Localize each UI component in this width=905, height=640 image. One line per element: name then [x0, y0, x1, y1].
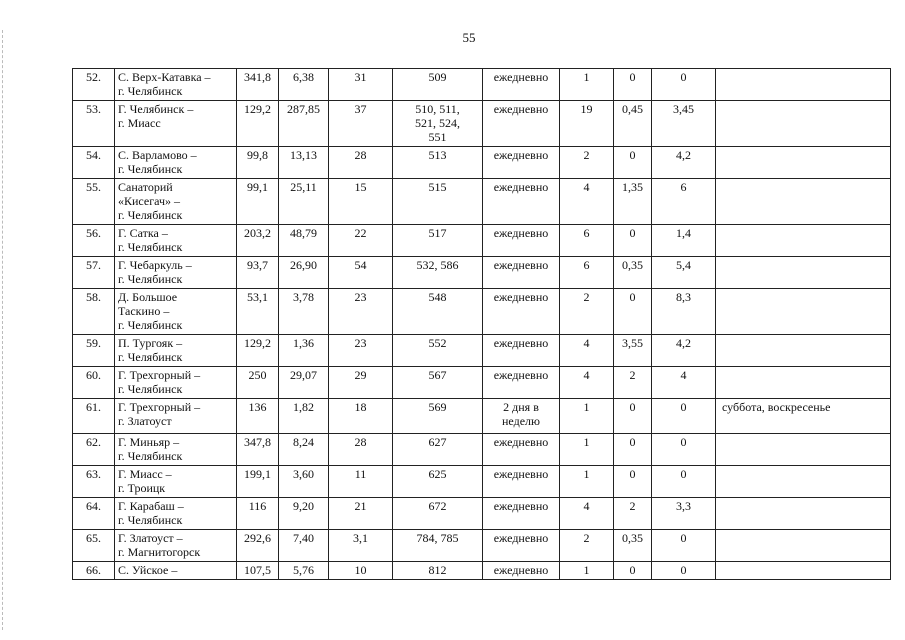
cell-number: 52. — [73, 69, 115, 101]
table-row — [73, 498, 891, 530]
cell-route-number-line: 552 — [428, 336, 447, 350]
cell-length: 99,1 — [237, 179, 279, 225]
cell-col4: 28 — [329, 434, 393, 466]
cell-note — [716, 69, 891, 101]
cell-col9: 4,2 — [652, 335, 716, 367]
cell-col3: 29,07 — [279, 367, 329, 399]
cell-length: 292,6 — [237, 530, 279, 562]
cell-route-number — [393, 289, 483, 335]
cell-col4: 37 — [329, 101, 393, 147]
cell-length: 129,2 — [237, 101, 279, 147]
cell-schedule-line: ежедневно — [493, 70, 549, 84]
cell-route-line: С. Варламово – — [118, 148, 197, 162]
cell-length: 93,7 — [237, 257, 279, 289]
cell-route-line: С. Верх-Катавка – — [118, 70, 211, 84]
cell-col4: 22 — [329, 225, 393, 257]
cell-schedule — [483, 147, 560, 179]
cell-col9: 0 — [652, 562, 716, 580]
cell-col7: 1 — [560, 434, 614, 466]
cell-col8: 0 — [614, 399, 652, 434]
cell-col8: 0 — [614, 562, 652, 580]
cell-col8: 0 — [614, 225, 652, 257]
table-row — [73, 101, 891, 147]
cell-col7: 1 — [560, 562, 614, 580]
cell-route-number — [393, 179, 483, 225]
cell-col3: 3,60 — [279, 466, 329, 498]
cell-col9: 0 — [652, 434, 716, 466]
cell-number: 60. — [73, 367, 115, 399]
cell-col4: 21 — [329, 498, 393, 530]
cell-route — [115, 69, 237, 101]
cell-schedule — [483, 101, 560, 147]
cell-note — [716, 257, 891, 289]
cell-number: 64. — [73, 498, 115, 530]
cell-note — [716, 289, 891, 335]
cell-route-line: Г. Златоуст – — [118, 531, 183, 545]
cell-schedule-line: ежедневно — [493, 226, 549, 240]
cell-schedule-line: ежедневно — [493, 531, 549, 545]
page-margin-marks — [2, 30, 6, 630]
cell-col7: 1 — [560, 399, 614, 434]
cell-col9: 3,3 — [652, 498, 716, 530]
cell-route-line: Санаторий — [118, 180, 173, 194]
cell-route-line: Г. Сатка – — [118, 226, 168, 240]
cell-route-line: г. Челябинск — [118, 162, 183, 176]
cell-route-number-line: 517 — [428, 226, 447, 240]
cell-note — [716, 434, 891, 466]
cell-route — [115, 225, 237, 257]
cell-schedule — [483, 225, 560, 257]
cell-note — [716, 530, 891, 562]
cell-schedule-line: ежедневно — [493, 258, 549, 272]
cell-length: 347,8 — [237, 434, 279, 466]
cell-col9: 0 — [652, 466, 716, 498]
cell-note — [716, 147, 891, 179]
cell-col3: 3,78 — [279, 289, 329, 335]
cell-col8: 0,35 — [614, 530, 652, 562]
cell-schedule — [483, 179, 560, 225]
cell-col7: 2 — [560, 530, 614, 562]
cell-number: 57. — [73, 257, 115, 289]
cell-route — [115, 101, 237, 147]
table-row — [73, 367, 891, 399]
cell-schedule-line: ежедневно — [493, 102, 549, 116]
cell-col8: 1,35 — [614, 179, 652, 225]
table-row — [73, 466, 891, 498]
cell-number: 55. — [73, 179, 115, 225]
cell-schedule — [483, 289, 560, 335]
cell-schedule-line: ежедневно — [493, 467, 549, 481]
cell-route-number-line: 784, 785 — [416, 531, 459, 545]
cell-col3: 1,82 — [279, 399, 329, 434]
cell-col3: 8,24 — [279, 434, 329, 466]
cell-route-line: Таскино – — [118, 304, 170, 318]
cell-route-number-line: 812 — [428, 563, 447, 577]
cell-col9: 4 — [652, 367, 716, 399]
cell-route — [115, 466, 237, 498]
cell-col8: 0 — [614, 69, 652, 101]
cell-number: 56. — [73, 225, 115, 257]
cell-col3: 287,85 — [279, 101, 329, 147]
cell-col3: 6,38 — [279, 69, 329, 101]
cell-route-line: г. Челябинск — [118, 318, 183, 332]
cell-length: 136 — [237, 399, 279, 434]
cell-col9: 5,4 — [652, 257, 716, 289]
cell-col7: 19 — [560, 101, 614, 147]
cell-col7: 2 — [560, 147, 614, 179]
cell-route — [115, 289, 237, 335]
cell-note — [716, 466, 891, 498]
cell-route-number — [393, 69, 483, 101]
cell-col9: 8,3 — [652, 289, 716, 335]
cell-col3: 9,20 — [279, 498, 329, 530]
table-row — [73, 225, 891, 257]
cell-length: 99,8 — [237, 147, 279, 179]
cell-note — [716, 367, 891, 399]
cell-route-line: г. Челябинск — [118, 208, 183, 222]
cell-route — [115, 562, 237, 580]
cell-route-number — [393, 434, 483, 466]
cell-schedule-line: 2 дня в — [503, 400, 539, 414]
cell-col3: 48,79 — [279, 225, 329, 257]
cell-col9: 6 — [652, 179, 716, 225]
cell-schedule-line: ежедневно — [493, 563, 549, 577]
table-row — [73, 289, 891, 335]
cell-col8: 2 — [614, 498, 652, 530]
cell-length: 116 — [237, 498, 279, 530]
cell-schedule — [483, 69, 560, 101]
cell-schedule-line: ежедневно — [493, 180, 549, 194]
cell-schedule — [483, 257, 560, 289]
cell-route-number-line: 510, 511, — [415, 102, 460, 116]
cell-col7: 1 — [560, 69, 614, 101]
cell-schedule — [483, 530, 560, 562]
cell-route — [115, 179, 237, 225]
cell-number: 61. — [73, 399, 115, 434]
cell-route-line: Г. Миньяр – — [118, 435, 180, 449]
cell-col9: 3,45 — [652, 101, 716, 147]
cell-route-number — [393, 399, 483, 434]
cell-number: 54. — [73, 147, 115, 179]
cell-route-number — [393, 530, 483, 562]
cell-col3: 1,36 — [279, 335, 329, 367]
cell-col4: 15 — [329, 179, 393, 225]
cell-number: 63. — [73, 466, 115, 498]
cell-route-number — [393, 257, 483, 289]
cell-route-number — [393, 466, 483, 498]
cell-route-number-line: 521, 524, — [415, 116, 460, 130]
cell-route-line: г. Челябинск — [118, 240, 183, 254]
cell-length: 53,1 — [237, 289, 279, 335]
cell-col3: 7,40 — [279, 530, 329, 562]
cell-route-number — [393, 101, 483, 147]
cell-note: суббота, воскресенье — [716, 399, 891, 434]
cell-route-line: Д. Большое — [118, 290, 178, 304]
cell-route-line: г. Челябинск — [118, 272, 183, 286]
cell-number: 58. — [73, 289, 115, 335]
cell-number: 66. — [73, 562, 115, 580]
cell-route — [115, 367, 237, 399]
cell-route-line: Г. Челябинск – — [118, 102, 194, 116]
cell-schedule-line: ежедневно — [493, 368, 549, 382]
cell-col4: 18 — [329, 399, 393, 434]
cell-col9: 1,4 — [652, 225, 716, 257]
table-row — [73, 147, 891, 179]
cell-col8: 0 — [614, 434, 652, 466]
cell-col7: 6 — [560, 257, 614, 289]
cell-col8: 3,55 — [614, 335, 652, 367]
cell-schedule — [483, 466, 560, 498]
cell-col8: 0 — [614, 289, 652, 335]
cell-note — [716, 335, 891, 367]
cell-col9: 0 — [652, 530, 716, 562]
cell-schedule — [483, 399, 560, 434]
cell-note — [716, 562, 891, 580]
cell-col4: 23 — [329, 289, 393, 335]
cell-route — [115, 399, 237, 434]
cell-col7: 2 — [560, 289, 614, 335]
cell-schedule-line: ежедневно — [493, 435, 549, 449]
cell-route-line: г. Челябинск — [118, 513, 183, 527]
cell-number: 59. — [73, 335, 115, 367]
cell-route-number — [393, 498, 483, 530]
cell-route-line: г. Челябинск — [118, 350, 183, 364]
cell-col4: 29 — [329, 367, 393, 399]
cell-col3: 25,11 — [279, 179, 329, 225]
page-number: 55 — [462, 30, 476, 45]
cell-length: 341,8 — [237, 69, 279, 101]
cell-note — [716, 101, 891, 147]
cell-number: 62. — [73, 434, 115, 466]
cell-schedule — [483, 498, 560, 530]
cell-col8: 0 — [614, 466, 652, 498]
cell-col4: 10 — [329, 562, 393, 580]
cell-route — [115, 434, 237, 466]
cell-col7: 4 — [560, 179, 614, 225]
table-row — [73, 399, 891, 434]
cell-route-line: г. Челябинск — [118, 84, 183, 98]
cell-col3: 5,76 — [279, 562, 329, 580]
cell-schedule-line: ежедневно — [493, 290, 549, 304]
cell-schedule-line: ежедневно — [493, 148, 549, 162]
cell-schedule-line: ежедневно — [493, 499, 549, 513]
cell-route-number — [393, 367, 483, 399]
cell-col7: 1 — [560, 466, 614, 498]
table-row — [73, 562, 891, 580]
cell-length: 107,5 — [237, 562, 279, 580]
cell-route — [115, 498, 237, 530]
cell-col7: 4 — [560, 367, 614, 399]
cell-route-number-line: 625 — [428, 467, 447, 481]
cell-col9: 0 — [652, 69, 716, 101]
cell-route-line: «Кисегач» – — [118, 194, 181, 208]
cell-note — [716, 179, 891, 225]
cell-route-number — [393, 225, 483, 257]
cell-route-number-line: 548 — [428, 290, 447, 304]
table-row — [73, 179, 891, 225]
cell-route-number-line: 569 — [428, 400, 447, 414]
cell-schedule-line: ежедневно — [493, 336, 549, 350]
cell-col3: 13,13 — [279, 147, 329, 179]
cell-route-number — [393, 335, 483, 367]
cell-route-line: П. Тургояк – — [118, 336, 183, 350]
cell-number: 53. — [73, 101, 115, 147]
cell-note — [716, 225, 891, 257]
cell-col8: 2 — [614, 367, 652, 399]
cell-note — [716, 498, 891, 530]
cell-route-line: г. Челябинск — [118, 382, 183, 396]
cell-route-line: г. Златоуст — [118, 414, 172, 428]
cell-route-number-line: 567 — [428, 368, 447, 382]
cell-route — [115, 147, 237, 179]
cell-col8: 0,35 — [614, 257, 652, 289]
cell-route-number-line: 551 — [428, 130, 447, 144]
cell-col7: 4 — [560, 335, 614, 367]
cell-col8: 0 — [614, 147, 652, 179]
cell-col4: 31 — [329, 69, 393, 101]
cell-col9: 0 — [652, 399, 716, 434]
cell-route-number — [393, 562, 483, 580]
cell-length: 250 — [237, 367, 279, 399]
cell-schedule — [483, 562, 560, 580]
cell-route — [115, 335, 237, 367]
cell-route-number-line: 513 — [428, 148, 447, 162]
cell-route-line: С. Уйское – — [118, 563, 178, 577]
bus-routes-table — [72, 68, 891, 580]
cell-col4: 28 — [329, 147, 393, 179]
cell-col4: 3,1 — [329, 530, 393, 562]
cell-schedule-line: неделю — [502, 414, 540, 428]
cell-route-line: Г. Миасс – — [118, 467, 172, 481]
cell-number: 65. — [73, 530, 115, 562]
table-row — [73, 434, 891, 466]
cell-col4: 11 — [329, 466, 393, 498]
cell-col3: 26,90 — [279, 257, 329, 289]
cell-route-number-line: 509 — [428, 70, 447, 84]
cell-route — [115, 530, 237, 562]
cell-schedule — [483, 367, 560, 399]
cell-schedule — [483, 335, 560, 367]
cell-route-line: Г. Карабаш – — [118, 499, 184, 513]
cell-route — [115, 257, 237, 289]
cell-route-number-line: 532, 586 — [416, 258, 459, 272]
cell-col4: 54 — [329, 257, 393, 289]
cell-route-line: Г. Трехгорный – — [118, 368, 201, 382]
cell-col7: 6 — [560, 225, 614, 257]
cell-length: 203,2 — [237, 225, 279, 257]
cell-col8: 0,45 — [614, 101, 652, 147]
table-row — [73, 257, 891, 289]
cell-length: 129,2 — [237, 335, 279, 367]
table-row — [73, 530, 891, 562]
cell-length: 199,1 — [237, 466, 279, 498]
table-row — [73, 335, 891, 367]
table-row — [73, 69, 891, 101]
cell-route-line: г. Троицк — [118, 481, 166, 495]
cell-route-number-line: 627 — [428, 435, 447, 449]
cell-route-line: г. Челябинск — [118, 449, 183, 463]
cell-col7: 4 — [560, 498, 614, 530]
cell-col4: 23 — [329, 335, 393, 367]
cell-route-number — [393, 147, 483, 179]
cell-route-line: г. Магнитогорск — [118, 545, 201, 559]
cell-route-line: Г. Трехгорный – — [118, 400, 201, 414]
cell-col9: 4,2 — [652, 147, 716, 179]
cell-route-line: Г. Чебаркуль – — [118, 258, 192, 272]
cell-route-number-line: 515 — [428, 180, 447, 194]
table-body — [73, 69, 891, 580]
cell-route-line: г. Миасс — [118, 116, 161, 130]
cell-route-number-line: 672 — [428, 499, 447, 513]
cell-schedule — [483, 434, 560, 466]
